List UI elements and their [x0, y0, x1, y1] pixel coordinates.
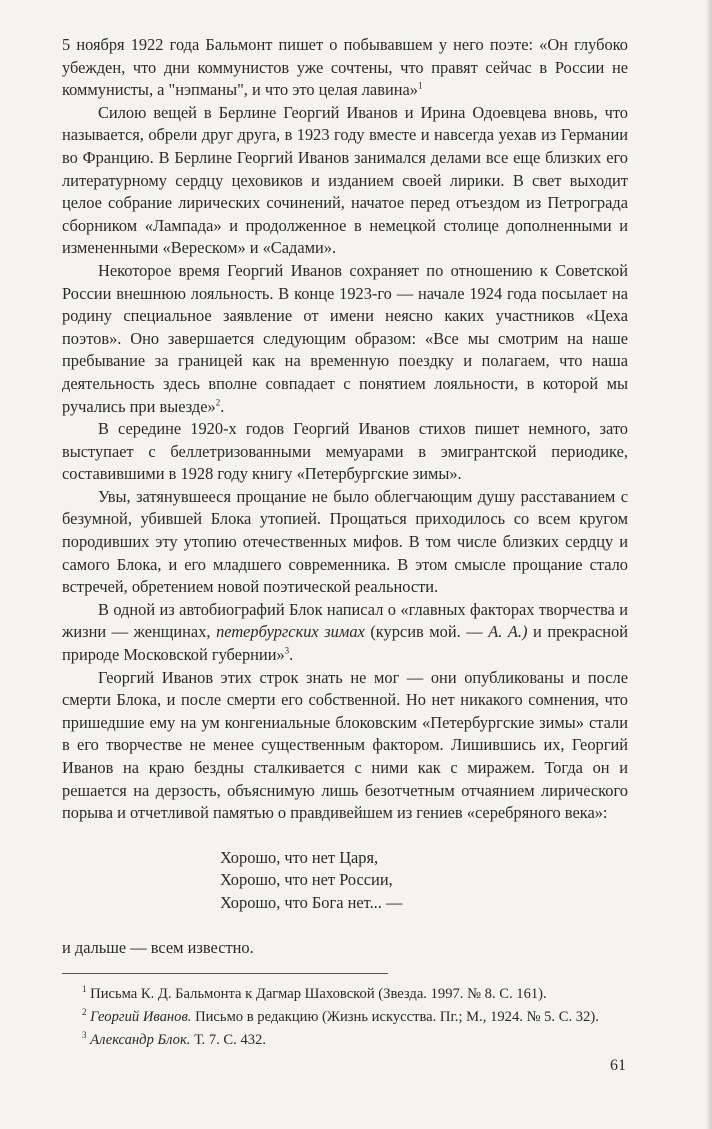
after-poem-text: и дальше — всем известно. — [62, 937, 254, 957]
footnote-ref-2: 2 — [215, 397, 221, 408]
paragraph-6: В одной из автобиографий Блок написал о «главных факторах творчества и жизни — женщинах, петербургских зимах (курсив мой. — А. А.) и прекрасной природе Московской губернии»$^3$. — [62, 599, 629, 665]
paragraph-3: Некоторое время Георгий Иванов сохраняет по отношению к Советской России внешнюю лояльность. В конце 1923-го — начале 1924 года посылает на родину специальное заявление от имени неясно каких участников «Цеха поэтов». Оно завершается следующим образом: «Все мы смотрим на наше пребывание за границей как на временную поездку и полагаем, что наша деятельность здесь вполне совпадает с понятием лояльности, в которой мы ручались при выезде»$^2$. — [62, 260, 628, 416]
footnote-ref-3: 3 — [284, 645, 290, 656]
book-page — [62, 34, 628, 1053]
poem-line: Хорошо, что нет России, — [220, 870, 393, 890]
paragraph-4: В середине 1920-х годов Георгий Иванов стихов пишет немного, зато выступает с беллетризованными мемуарами в эмигрантской периодике, составившими в 1928 году книгу «Петербургские зимы». — [62, 419, 628, 484]
footnote-1: $^1$ Письма К. Д. Бальмонта к Дагмар Шаховской (Звезда. 1997. № 8. С. 161). — [82, 984, 547, 1003]
footnote-3: $^3$ Александр Блок. Т. 7. С. 432. — [82, 1030, 266, 1049]
paragraph-1: 5 ноября 1922 года Бальмонт пишет о побывавшем у него поэте: «Он глубоко убежден, что дни коммунистов уже сочтены, что правят сейчас в России не коммунисты, а "нэпманы", и что это целая лавина»$^1$ — [62, 35, 628, 100]
italic-phrase: петербургских зимах — [216, 622, 365, 642]
footnote-ref-1: 1 — [417, 80, 423, 91]
page-number: 61 — [610, 1057, 626, 1074]
poem-line: Хорошо, что нет Царя, — [220, 847, 379, 867]
main-text — [62, 34, 628, 825]
poem-line: Хорошо, что Бога нет... — — [220, 892, 403, 912]
author-initials: А. А.) — [488, 622, 528, 642]
paragraph-2: Силою вещей в Берлине Георгий Иванов и Ирина Одоевцева вновь, что называется, обрели друг друга, в 1923 году вместе и навсегда уехав из Германии во Францию. В Берлине Георгий Иванов занимался делами все еще близких его литературному сердцу цеховиков и изданием своей лирики. В свет выходит целое собрание лирических сочинений, начатое перед отъездом из Петрограда сборником «Лампада» и продолженное в немецкой столице дополненными и измененными «Вереском» и «Садами». — [62, 102, 628, 258]
footnotes — [62, 984, 628, 1050]
footnote-divider — [62, 973, 388, 974]
paragraph-7: Георгий Иванов этих строк знать не мог — они опубликованы и после смерти Блока, и после смерти его собственной. Но нет никакого сомнения, что пришедшие ему на ум конгениальные блоковским «Петербургские зимы» стали в его творчестве не менее существенным фактором. Лишившись их, Георгий Иванов на краю бездны сталкивается с ними как с миражем. Тогда он и решается на дерзость, объяснимую лишь безотчетным отчаянием лирического порыва и отчетливой памятью о правдивейшем из гениев «серебряного века»: — [62, 667, 628, 823]
page-edge — [706, 0, 712, 1129]
footnote-2: $^2$ Георгий Иванов. Письмо в редакцию (Жизнь искусства. Пг.; М., 1924. № 5. С. 32). — [82, 1007, 599, 1026]
poem — [220, 847, 628, 915]
paragraph-5: Увы, затянувшееся прощание не было облегчающим душу расставанием с безумной, убившей Блока утопией. Прощаться приходилось со всем кругом породивших эту утопию отечественных мифов. В том числе близких сердцу и самого Блока, и его младшего современника. В этом смысле прощание стало встречей, обретением новой поэтической реальности. — [62, 486, 628, 597]
